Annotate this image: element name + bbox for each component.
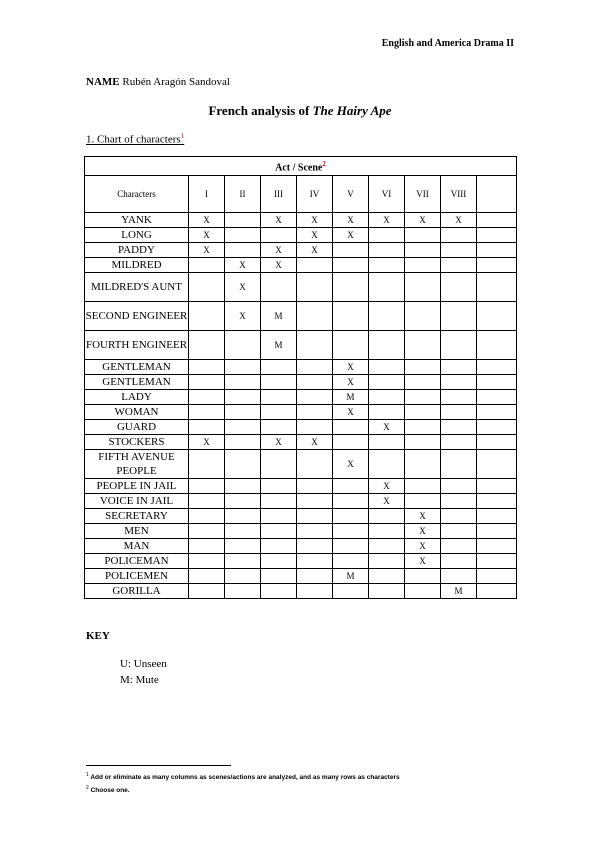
appearance-cell: [261, 390, 297, 405]
table-row: [85, 524, 517, 539]
appearance-cell: [441, 524, 477, 539]
column-header-2: II: [225, 176, 261, 213]
appearance-cell: [405, 494, 441, 509]
appearance-cell: [441, 479, 477, 494]
appearance-cell: [405, 405, 441, 420]
appearance-cell: [225, 375, 261, 390]
appearance-cell: X: [189, 435, 225, 450]
appearance-cell: [297, 360, 333, 375]
table-row: [85, 213, 517, 228]
appearance-cell: [225, 509, 261, 524]
table-row: [85, 390, 517, 405]
appearance-cell: [297, 539, 333, 554]
table-row: [85, 420, 517, 435]
appearance-cell: [441, 554, 477, 569]
appearance-cell: [477, 390, 517, 405]
table-row: [85, 450, 517, 479]
appearance-cell: [297, 405, 333, 420]
appearance-cell: X: [333, 375, 369, 390]
appearance-cell: [405, 273, 441, 302]
appearance-cell: [189, 569, 225, 584]
appearance-cell: [189, 273, 225, 302]
act-scene-label: Act / Scene: [275, 162, 323, 174]
name-label: NAME: [86, 76, 120, 88]
appearance-cell: X: [441, 213, 477, 228]
appearance-cell: [405, 228, 441, 243]
appearance-cell: [297, 479, 333, 494]
appearance-cell: [225, 243, 261, 258]
appearance-cell: [477, 243, 517, 258]
appearance-cell: [405, 243, 441, 258]
appearance-cell: [405, 420, 441, 435]
appearance-cell: [297, 584, 333, 599]
appearance-cell: X: [405, 539, 441, 554]
appearance-cell: [297, 569, 333, 584]
appearance-cell: [189, 479, 225, 494]
appearance-cell: X: [369, 420, 405, 435]
appearance-cell: X: [297, 228, 333, 243]
appearance-cell: [261, 584, 297, 599]
appearance-cell: [441, 450, 477, 479]
appearance-cell: [189, 390, 225, 405]
character-name: GENTLEMAN: [85, 375, 189, 390]
appearance-cell: [225, 479, 261, 494]
appearance-cell: X: [333, 213, 369, 228]
appearance-cell: X: [333, 228, 369, 243]
appearance-cell: [261, 405, 297, 420]
appearance-cell: [297, 273, 333, 302]
appearance-cell: X: [261, 213, 297, 228]
appearance-cell: [261, 273, 297, 302]
appearance-cell: [225, 539, 261, 554]
appearance-cell: [405, 258, 441, 273]
appearance-cell: [369, 435, 405, 450]
character-name: POLICEMEN: [85, 569, 189, 584]
appearance-cell: [369, 509, 405, 524]
appearance-cell: [225, 228, 261, 243]
table-row: [85, 405, 517, 420]
table-row: [85, 569, 517, 584]
character-name: MEN: [85, 524, 189, 539]
appearance-cell: [261, 539, 297, 554]
column-header-6: VI: [369, 176, 405, 213]
appearance-cell: [261, 450, 297, 479]
appearance-cell: [297, 524, 333, 539]
appearance-cell: [369, 584, 405, 599]
appearance-cell: X: [369, 213, 405, 228]
appearance-cell: [477, 435, 517, 450]
appearance-cell: [369, 524, 405, 539]
appearance-cell: [441, 302, 477, 331]
appearance-cell: [441, 273, 477, 302]
course-header: English and America Drama II: [381, 38, 514, 49]
appearance-cell: [333, 435, 369, 450]
appearance-cell: [477, 494, 517, 509]
appearance-cell: [441, 509, 477, 524]
appearance-cell: [297, 509, 333, 524]
character-name: GORILLA: [85, 584, 189, 599]
appearance-cell: [477, 331, 517, 360]
appearance-cell: [261, 228, 297, 243]
table-row: [85, 554, 517, 569]
appearance-cell: [405, 584, 441, 599]
appearance-cell: M: [261, 331, 297, 360]
appearance-cell: [297, 258, 333, 273]
appearance-cell: [261, 554, 297, 569]
character-name: YANK: [85, 213, 189, 228]
appearance-cell: [297, 554, 333, 569]
appearance-cell: [297, 390, 333, 405]
character-name: SECOND ENGINEER: [85, 302, 189, 331]
table-row: [85, 228, 517, 243]
footnote-2-ref: 2: [86, 785, 89, 792]
appearance-cell: [405, 375, 441, 390]
appearance-cell: X: [297, 435, 333, 450]
appearance-cell: [369, 273, 405, 302]
character-name: MILDRED: [85, 258, 189, 273]
appearance-cell: [477, 539, 517, 554]
appearance-cell: [297, 302, 333, 331]
appearance-cell: [189, 450, 225, 479]
appearance-cell: X: [333, 360, 369, 375]
appearance-cell: [189, 331, 225, 360]
appearance-cell: X: [189, 228, 225, 243]
appearance-cell: X: [369, 494, 405, 509]
appearance-cell: X: [369, 479, 405, 494]
appearance-cell: [189, 360, 225, 375]
appearance-cell: [333, 302, 369, 331]
column-header-8: VIII: [441, 176, 477, 213]
appearance-cell: [189, 494, 225, 509]
appearance-cell: [369, 539, 405, 554]
appearance-cell: X: [225, 273, 261, 302]
table-row: [85, 435, 517, 450]
column-header-7: VII: [405, 176, 441, 213]
table-row: [85, 375, 517, 390]
appearance-cell: M: [333, 390, 369, 405]
appearance-cell: [477, 228, 517, 243]
key-list: [120, 656, 167, 688]
appearance-cell: [477, 420, 517, 435]
appearance-cell: X: [225, 258, 261, 273]
appearance-cell: X: [189, 213, 225, 228]
appearance-cell: X: [225, 302, 261, 331]
appearance-cell: [369, 331, 405, 360]
appearance-cell: X: [405, 213, 441, 228]
footnote-ref-1: 1: [180, 132, 185, 140]
appearance-cell: [333, 554, 369, 569]
character-name: STOCKERS: [85, 435, 189, 450]
appearance-cell: [369, 258, 405, 273]
footnote-1-ref: 1: [86, 772, 89, 778]
appearance-cell: [477, 554, 517, 569]
appearance-cell: [405, 331, 441, 360]
appearance-cell: [189, 405, 225, 420]
appearance-cell: X: [405, 524, 441, 539]
appearance-cell: [333, 331, 369, 360]
appearance-cell: M: [441, 584, 477, 599]
appearance-cell: [189, 258, 225, 273]
character-name: PADDY: [85, 243, 189, 258]
appearance-cell: [297, 420, 333, 435]
appearance-cell: [405, 302, 441, 331]
appearance-cell: [477, 273, 517, 302]
title-work: The Hairy Ape: [312, 103, 392, 118]
appearance-cell: [189, 554, 225, 569]
table-row: [85, 243, 517, 258]
character-name: MILDRED'S AUNT: [85, 273, 189, 302]
appearance-cell: [189, 524, 225, 539]
appearance-cell: [261, 494, 297, 509]
table-row: [85, 258, 517, 273]
appearance-cell: X: [405, 509, 441, 524]
appearance-cell: [333, 494, 369, 509]
appearance-cell: [477, 569, 517, 584]
appearance-cell: [225, 435, 261, 450]
appearance-cell: [261, 509, 297, 524]
student-name-line: [86, 76, 230, 88]
appearance-cell: [477, 509, 517, 524]
appearance-cell: [369, 554, 405, 569]
appearance-cell: [225, 213, 261, 228]
appearance-cell: [477, 524, 517, 539]
appearance-cell: [333, 258, 369, 273]
appearance-cell: [225, 494, 261, 509]
appearance-cell: X: [333, 450, 369, 479]
appearance-cell: [441, 569, 477, 584]
column-header-9: [477, 176, 517, 213]
appearance-cell: [477, 479, 517, 494]
character-name: FOURTH ENGINEER: [85, 331, 189, 360]
appearance-cell: [441, 539, 477, 554]
appearance-cell: [189, 375, 225, 390]
table-row: [85, 360, 517, 375]
appearance-cell: [405, 569, 441, 584]
appearance-cell: [405, 450, 441, 479]
appearance-cell: [441, 390, 477, 405]
appearance-cell: [405, 390, 441, 405]
appearance-cell: [477, 302, 517, 331]
document-title: [0, 103, 600, 119]
appearance-cell: [477, 450, 517, 479]
table-row: [85, 539, 517, 554]
appearance-cell: [369, 405, 405, 420]
appearance-cell: [477, 258, 517, 273]
table-row: [85, 273, 517, 302]
appearance-cell: [189, 539, 225, 554]
appearance-cell: [333, 509, 369, 524]
appearance-cell: [189, 420, 225, 435]
appearance-cell: [405, 360, 441, 375]
appearance-cell: X: [297, 213, 333, 228]
appearance-cell: X: [261, 435, 297, 450]
appearance-cell: [369, 360, 405, 375]
appearance-cell: [477, 213, 517, 228]
appearance-cell: [369, 243, 405, 258]
appearance-cell: [333, 584, 369, 599]
appearance-cell: [333, 524, 369, 539]
appearance-cell: [405, 435, 441, 450]
appearance-cell: [261, 479, 297, 494]
footnotes: [86, 770, 400, 796]
appearance-cell: [225, 524, 261, 539]
appearance-cell: [261, 569, 297, 584]
appearance-cell: [369, 228, 405, 243]
appearance-cell: [333, 539, 369, 554]
table-row: [85, 509, 517, 524]
character-name: WOMAN: [85, 405, 189, 420]
appearance-cell: [225, 420, 261, 435]
character-name: FIFTH AVENUE PEOPLE: [85, 450, 189, 479]
appearance-cell: [369, 390, 405, 405]
appearance-cell: [369, 450, 405, 479]
appearance-cell: M: [333, 569, 369, 584]
key-item-mute: M: Mute: [120, 674, 159, 686]
appearance-cell: [333, 243, 369, 258]
character-name: LONG: [85, 228, 189, 243]
appearance-cell: [225, 450, 261, 479]
appearance-cell: [333, 479, 369, 494]
key-heading: KEY: [86, 630, 110, 642]
character-name: GUARD: [85, 420, 189, 435]
appearance-cell: [477, 584, 517, 599]
appearance-cell: X: [261, 258, 297, 273]
table-row: [85, 479, 517, 494]
appearance-cell: [297, 494, 333, 509]
appearance-cell: M: [261, 302, 297, 331]
table-row: [85, 331, 517, 360]
footnote-1-text: Add or eliminate as many columns as scenes/actions are analyzed, and as many rows as characters: [90, 774, 400, 782]
act-scene-header: [85, 157, 517, 176]
appearance-cell: [441, 494, 477, 509]
appearance-cell: [297, 450, 333, 479]
student-name: Rubén Aragón Sandoval: [122, 76, 230, 88]
appearance-cell: [189, 509, 225, 524]
character-chart: [84, 156, 517, 599]
appearance-cell: [261, 375, 297, 390]
appearance-cell: [261, 524, 297, 539]
appearance-cell: [333, 273, 369, 302]
appearance-cell: [441, 331, 477, 360]
appearance-cell: [225, 390, 261, 405]
column-header-1: I: [189, 176, 225, 213]
appearance-cell: [225, 569, 261, 584]
appearance-cell: [405, 479, 441, 494]
appearance-cell: [297, 331, 333, 360]
appearance-cell: [225, 405, 261, 420]
character-name: VOICE IN JAIL: [85, 494, 189, 509]
footnote-2: [86, 783, 400, 796]
column-header-5: V: [333, 176, 369, 213]
appearance-cell: X: [405, 554, 441, 569]
key-item-unseen: U: Unseen: [120, 658, 167, 670]
column-header-4: IV: [297, 176, 333, 213]
appearance-cell: [297, 375, 333, 390]
footnote-ref-2: 2: [322, 160, 326, 168]
character-name: GENTLEMAN: [85, 360, 189, 375]
character-name: LADY: [85, 390, 189, 405]
appearance-cell: [477, 405, 517, 420]
footnote-1: [86, 770, 400, 783]
table-row: [85, 302, 517, 331]
appearance-cell: X: [333, 405, 369, 420]
appearance-cell: [369, 302, 405, 331]
appearance-cell: [225, 360, 261, 375]
appearance-cell: [369, 375, 405, 390]
appearance-cell: [261, 360, 297, 375]
appearance-cell: X: [189, 243, 225, 258]
appearance-cell: X: [261, 243, 297, 258]
appearance-cell: [333, 420, 369, 435]
appearance-cell: [441, 258, 477, 273]
appearance-cell: [225, 554, 261, 569]
table-row: [85, 584, 517, 599]
appearance-cell: [477, 375, 517, 390]
appearance-cell: [441, 420, 477, 435]
appearance-cell: [441, 243, 477, 258]
appearance-cell: [189, 302, 225, 331]
appearance-cell: [441, 405, 477, 420]
appearance-cell: [261, 420, 297, 435]
character-name: PEOPLE IN JAIL: [85, 479, 189, 494]
footnote-2-text: Choose one.: [90, 787, 130, 795]
character-name: POLICEMAN: [85, 554, 189, 569]
section-heading-text: 1. Chart of characters: [86, 133, 181, 146]
section-heading: [86, 132, 184, 146]
appearance-cell: [225, 584, 261, 599]
column-header-3: III: [261, 176, 297, 213]
table-row: [85, 494, 517, 509]
appearance-cell: [189, 584, 225, 599]
appearance-cell: [477, 360, 517, 375]
appearance-cell: X: [297, 243, 333, 258]
appearance-cell: [441, 228, 477, 243]
character-name: MAN: [85, 539, 189, 554]
title-prefix: French analysis of: [208, 103, 313, 118]
appearance-cell: [225, 331, 261, 360]
footnote-separator: [86, 765, 231, 766]
appearance-cell: [441, 360, 477, 375]
character-name: SECRETARY: [85, 509, 189, 524]
appearance-cell: [441, 375, 477, 390]
appearance-cell: [369, 569, 405, 584]
characters-column-header: Characters: [85, 176, 189, 213]
appearance-cell: [441, 435, 477, 450]
